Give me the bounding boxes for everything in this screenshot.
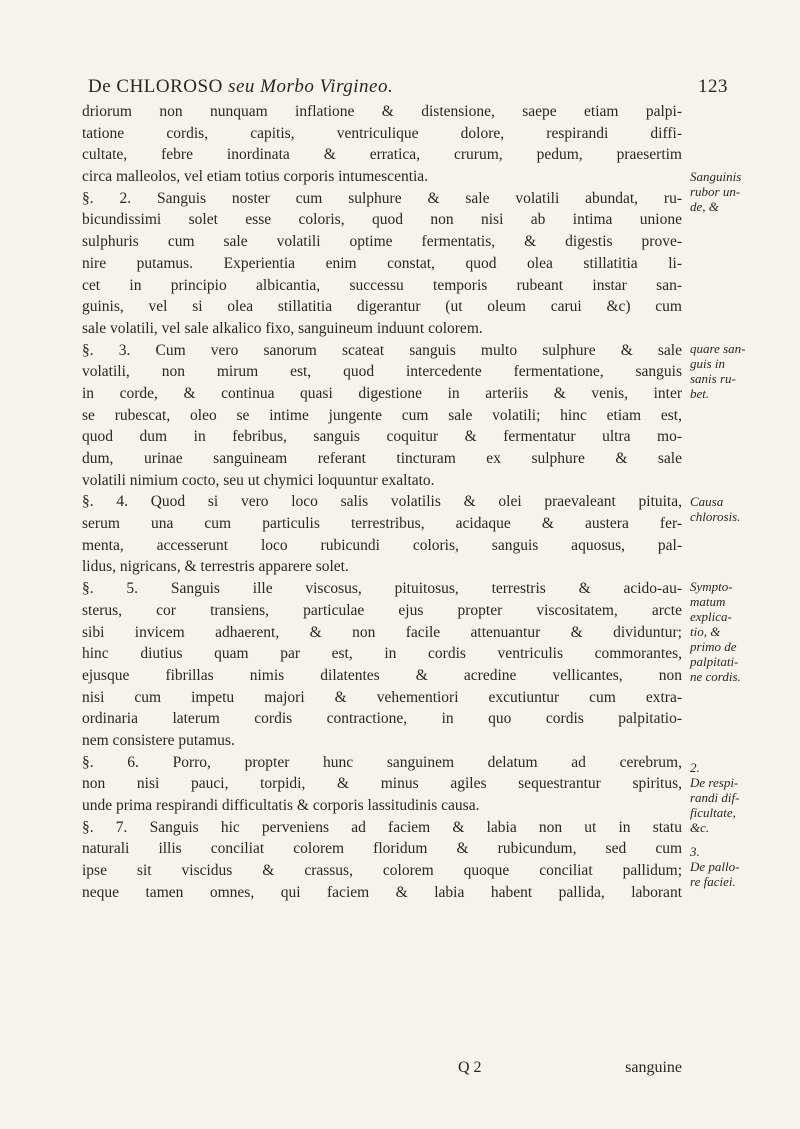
text-line: volatili, non mirum est, quod intercedente fermentatione, sanguis	[82, 363, 682, 381]
running-title: De CHLOROSO seu Morbo Virgineo.	[88, 76, 394, 97]
text-line: sulphuris cum sale volatili optime fermentatis, & digestis prove-	[82, 233, 682, 251]
text-line: neque tamen omnes, qui faciem & labia habent pallida, laborant	[82, 883, 682, 901]
page-footer	[82, 1059, 682, 1081]
text-line: lidus, nigricans, & terrestris apparere solet.	[82, 558, 349, 576]
text-line: §. 6. Porro, propter hunc sanguinem delatum ad cerebrum,	[82, 753, 682, 771]
text-line: §. 7. Sanguis hic perveniens ad faciem & labia non ut in statu	[82, 818, 682, 836]
marginal-note-symptomatum: Sympto- matum explica- tio, & primo de palpitati- ne cordis.	[690, 579, 741, 684]
text-line: cultate, febre inordinata & erratica, crurum, pedum, praesertim	[82, 146, 682, 164]
marginal-note-respirandi: 2. De respi- randi dif- ficultate, &c.	[690, 760, 740, 835]
catchword: sanguine	[625, 1059, 682, 1076]
text-line: se rubescat, oleo se intime jungente cum sale volatili; hinc etiam est,	[82, 406, 682, 424]
main-text	[82, 101, 682, 903]
text-line: nem consistere putamus.	[82, 731, 235, 749]
text-line: ordinaria laterum cordis contractione, in quo cordis palpitatio-	[82, 710, 682, 728]
marginal-note-quare-sanguis: quare san- guis in sanis ru- bet.	[690, 341, 746, 401]
text-line: tatione cordis, capitis, ventriculique dolore, respirandi diffi-	[82, 124, 682, 142]
marginal-note-causa: Causa chlorosis.	[690, 494, 741, 524]
text-line: serum una cum particulis terrestribus, acidaque & austera fer-	[82, 515, 682, 533]
text-line: naturali illis conciliat colorem floridum & rubicundum, sed cum	[82, 840, 682, 858]
text-line: sibi invicem adhaerent, & non facile attenuantur & dividuntur;	[82, 623, 682, 641]
signature-mark: Q 2	[458, 1059, 482, 1076]
text-line: §. 4. Quod si vero loco salis volatilis & olei praevaleant pituita,	[82, 493, 682, 511]
text-line: in corde, & continua quasi digestione in arteriis & venis, inter	[82, 384, 682, 402]
text-line: unde prima respirandi difficultatis & corporis lassitudinis causa.	[82, 797, 480, 814]
text-line: guinis, vel si olea stillatitia digerantur (ut oleum carui &c) cum	[82, 298, 682, 316]
text-line: §. 5. Sanguis ille viscosus, pituitosus, terrestris & acido-au-	[82, 580, 682, 598]
text-line: hinc diutius quam par est, in cordis ventriculis commorantes,	[82, 645, 682, 663]
text-line: bicundissimi solet esse coloris, quod non nisi ab intima unione	[82, 211, 682, 229]
text-line: sterus, cor transiens, particulae ejus propter viscositatem, arcte	[82, 601, 682, 619]
text-line: cet in principio albicantia, successu temporis rubeant instar san-	[82, 276, 682, 294]
marginal-note-pallore: 3. De pallo- re faciei.	[690, 844, 740, 889]
text-line: volatili nimium cocto, seu ut chymici loquuntur exaltato.	[82, 471, 435, 489]
marginal-note-sanguinis-rubor: Sanguinis rubor un- de, &	[690, 169, 742, 214]
text-line: quod dum in febribus, sanguis coquitur & fermentatur ultra mo-	[82, 428, 682, 446]
text-line: ejusque fibrillas nimis dilatentes & acredine vellicantes, non	[82, 666, 682, 684]
text-line: sale volatili, vel sale alkalico fixo, sanguineum induunt colorem.	[82, 319, 483, 337]
text-line: §. 2. Sanguis noster cum sulphure & sale volatili abundat, ru-	[82, 189, 682, 207]
running-header	[88, 76, 728, 100]
text-line: menta, accesserunt loco rubicundi coloris, sanguis aquosus, pal-	[82, 536, 682, 554]
text-line: non nisi pauci, torpidi, & minus agiles sequestrantur spiritus,	[82, 775, 682, 793]
page-number: 123	[698, 76, 728, 97]
text-line: nire putamus. Experientia enim constat, quod olea stillatitia li-	[82, 254, 682, 272]
text-line: §. 3. Cum vero sanorum scateat sanguis multo sulphure & sale	[82, 341, 682, 359]
text-line: driorum non nunquam inflatione & distensione, saepe etiam palpi-	[82, 103, 682, 120]
text-line: dum, urinae sanguineam referant tincturam ex sulphure & sale	[82, 450, 682, 467]
text-line: ipse sit viscidus & crassus, colorem quoque conciliat pallidum;	[82, 862, 682, 880]
text-line: circa malleolos, vel etiam totius corporis intumescentia.	[82, 168, 429, 186]
text-line: nisi cum impetu majori & vehementiori excutiuntur cum extra-	[82, 688, 682, 706]
